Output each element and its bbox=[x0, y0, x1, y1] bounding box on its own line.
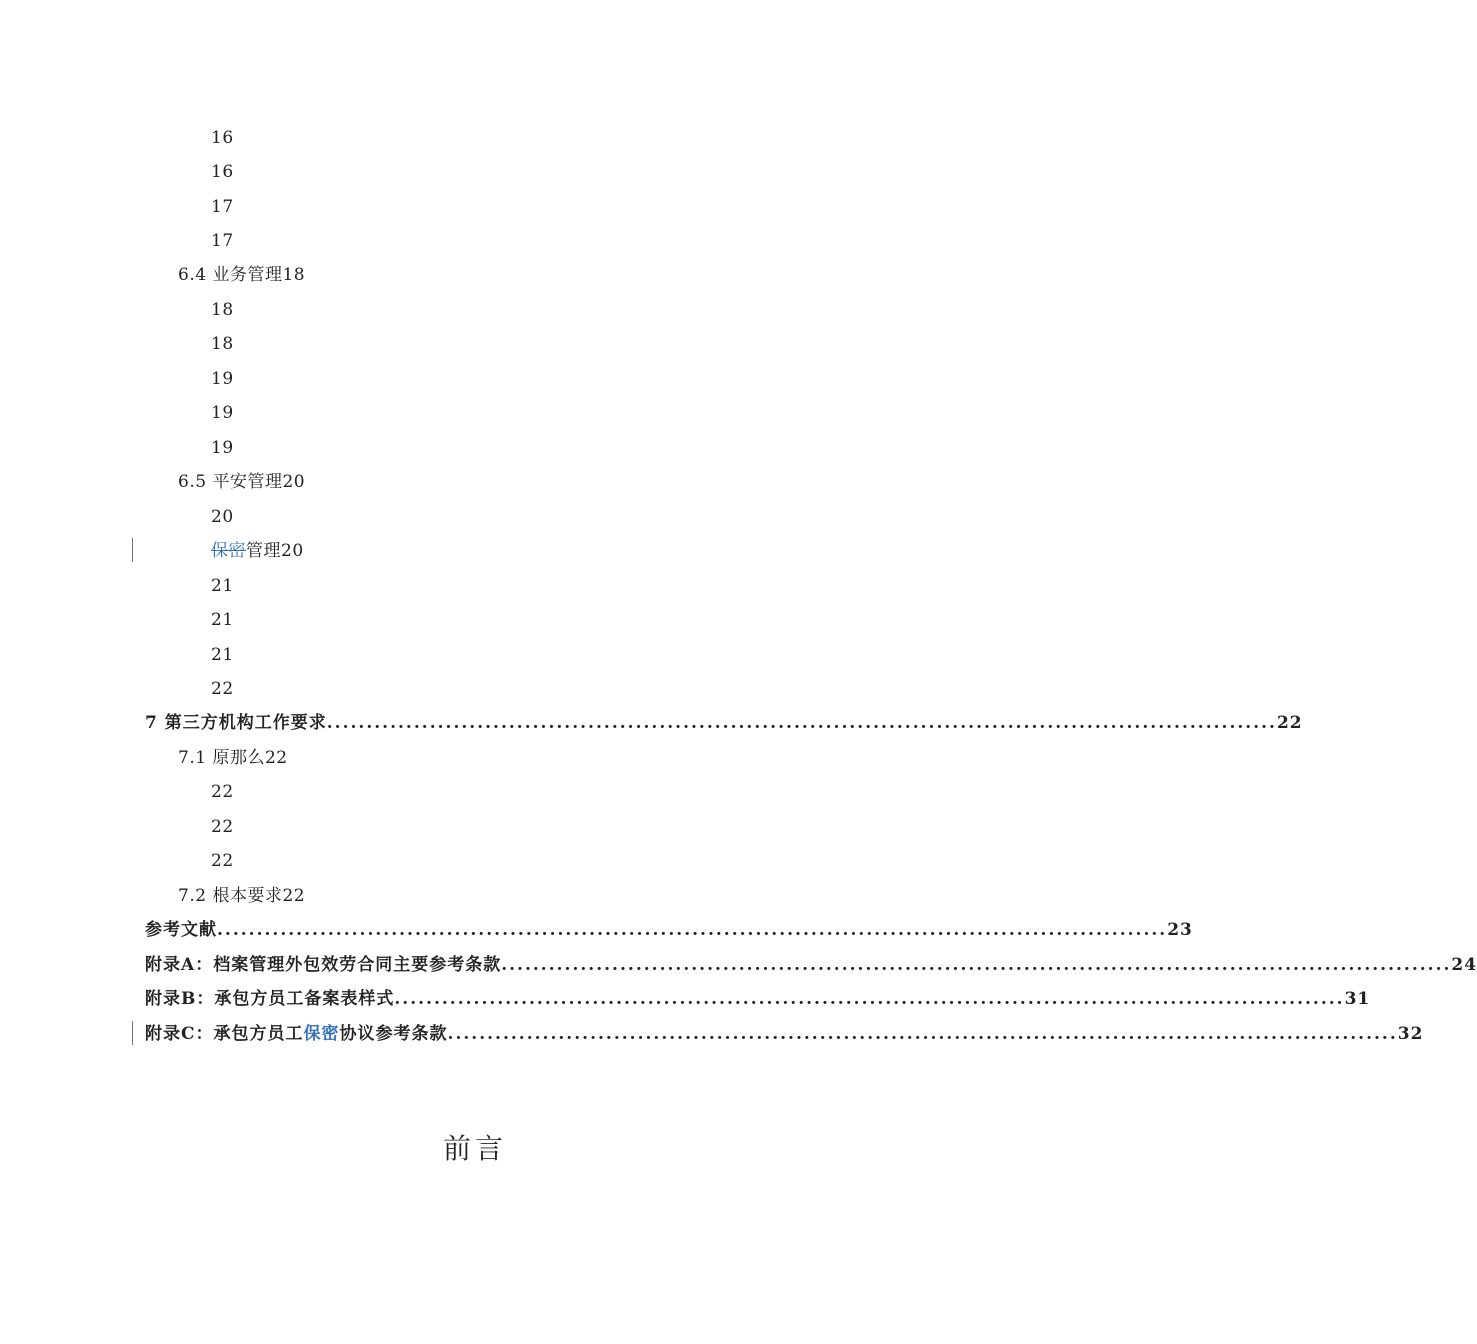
toc-appendix-a[interactable] bbox=[145, 954, 1477, 976]
toc-line-21c: 21 bbox=[211, 645, 234, 665]
toc-appendix-c-title-pre: 附录C：承包方员工 bbox=[145, 1024, 304, 1044]
toc-appendix-b[interactable] bbox=[145, 988, 1371, 1010]
toc-line-17a: 17 bbox=[211, 197, 234, 217]
tracked-insertion: 保密 bbox=[303, 1024, 340, 1044]
toc-appendix-c-title-post: 协议参考条款 bbox=[339, 1024, 448, 1044]
toc-line-confidentiality bbox=[211, 540, 304, 562]
toc-leader-dots: ........................................................................................................................ bbox=[501, 955, 1452, 975]
toc-appendix-b-title: 附录B：承包方员工备案表样式 bbox=[145, 989, 395, 1009]
toc-line-22d: 22 bbox=[211, 851, 234, 871]
toc-line-19b: 19 bbox=[211, 403, 234, 423]
toc-section-6-4: 6.4 业务管理18 bbox=[178, 265, 306, 285]
toc-appendix-a-title: 附录A：档案管理外包效劳合同主要参考条款 bbox=[145, 955, 502, 975]
toc-leader-dots: ........................................................................................................................ bbox=[326, 713, 1277, 733]
toc-section-7-1: 7.1 原那么22 bbox=[178, 748, 288, 768]
toc-line-16a: 16 bbox=[211, 128, 234, 148]
revision-change-bar bbox=[132, 1021, 133, 1045]
toc-appendix-c-title bbox=[145, 1023, 448, 1045]
toc-chapter-7-title: 7 第三方机构工作要求 bbox=[145, 713, 327, 733]
toc-appendix-c[interactable] bbox=[145, 1023, 1424, 1045]
toc-line-21a: 21 bbox=[211, 576, 234, 596]
tracked-deletion: 保密 bbox=[211, 541, 246, 561]
revision-change-bar bbox=[132, 538, 133, 562]
toc-line-20a: 20 bbox=[211, 507, 234, 527]
toc-line-16b: 16 bbox=[211, 162, 234, 182]
toc-line-22b: 22 bbox=[211, 782, 234, 802]
toc-appendix-b-page: 31 bbox=[1344, 989, 1371, 1009]
toc-leader-dots: ........................................................................................................................ bbox=[217, 920, 1168, 940]
toc-leader-dots: ........................................................................................................................ bbox=[447, 1024, 1398, 1044]
toc-appendix-c-page: 32 bbox=[1397, 1024, 1424, 1044]
toc-references-title: 参考文献 bbox=[145, 920, 217, 940]
toc-chapter-7-page: 22 bbox=[1276, 713, 1303, 733]
toc-references[interactable] bbox=[145, 919, 1193, 941]
toc-references-page: 23 bbox=[1167, 920, 1193, 940]
toc-line-19c: 19 bbox=[211, 438, 234, 458]
toc-line-confidentiality-rest: 管理20 bbox=[246, 541, 304, 561]
toc-line-17b: 17 bbox=[211, 231, 234, 251]
toc-section-6-5: 6.5 平安管理20 bbox=[178, 472, 306, 492]
toc-section-7-2: 7.2 根本要求22 bbox=[178, 886, 306, 906]
toc-line-18a: 18 bbox=[211, 300, 234, 320]
toc-chapter-7[interactable] bbox=[145, 712, 1303, 734]
section-heading-preface: 前言 bbox=[442, 1132, 507, 1165]
toc-leader-dots: ........................................................................................................................ bbox=[394, 989, 1345, 1009]
toc-line-18b: 18 bbox=[211, 334, 234, 354]
toc-line-21b: 21 bbox=[211, 610, 234, 630]
toc-appendix-a-page: 24 bbox=[1451, 955, 1477, 975]
toc-line-22c: 22 bbox=[211, 817, 234, 837]
toc-line-22a: 22 bbox=[211, 679, 234, 699]
toc-line-19a: 19 bbox=[211, 369, 234, 389]
